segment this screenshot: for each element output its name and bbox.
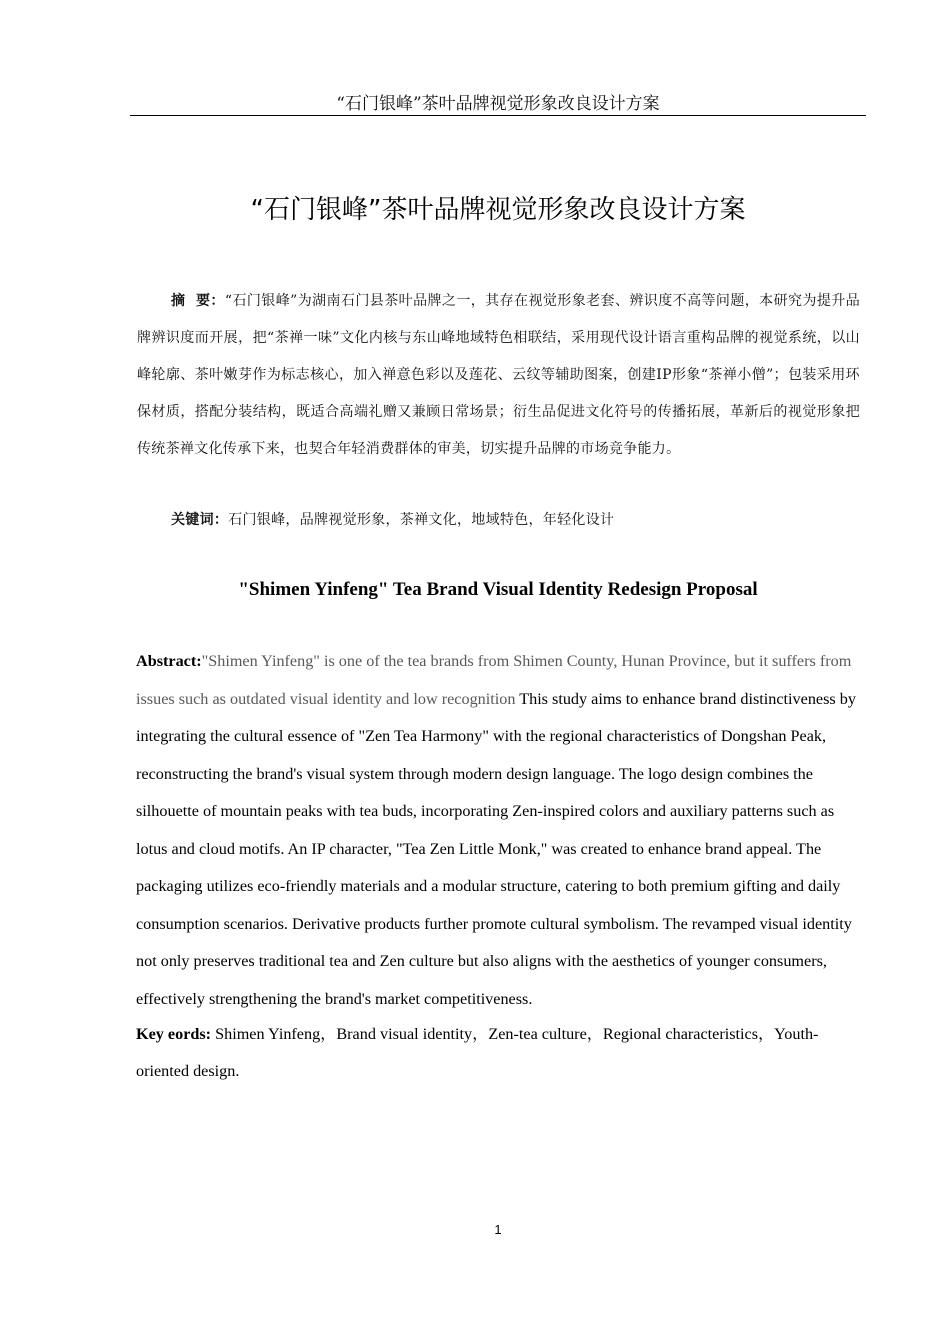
english-keywords [136,1016,860,1090]
english-abstract-text: This study aims to enhance brand distinctiveness by integrating the cultural essence of "Zen Tea Harmony" with the regional characteristics of Dongshan Peak, reconstructing the brand's visual system through modern design language. The logo design combines the silhouette of mountain peaks with tea buds, incorporating Zen-inspired colors and auxiliary patterns such as lotus and cloud motifs. An IP character, "Tea Zen Little Monk," was created to enhance brand appeal. The packaging utilizes eco-friendly materials and a modular structure, catering to both premium gifting and daily consumption scenarios. Derivative products further promote cultural symbolism. The revamped visual identity not only preserves traditional tea and Zen culture but also aligns with the aesthetics of younger consumers, effectively strengthening the brand's market competitiveness. [136,689,856,1008]
english-title: "Shimen Yinfeng" Tea Brand Visual Identity Redesign Proposal [238,579,758,600]
header-rule [130,115,866,116]
page-number: 1 [494,1222,502,1237]
english-abstract [136,643,860,1018]
chinese-abstract [137,283,860,468]
chinese-keywords-label: 关键词： [171,512,229,528]
running-header: “石门银峰”茶叶品牌视觉形象改良设计方案 [336,94,660,114]
english-keywords-label: Key eords: [136,1025,212,1043]
english-abstract-gray-text: "Shimen Yinfeng" is one of the tea brands from Shimen County, Hunan Province, but it suffers from issues such as outdated visual identity and low recognition [136,652,852,708]
chinese-keywords-text: 石门银峰，品牌视觉形象，茶禅文化，地域特色，年轻化设计 [228,512,615,528]
english-keywords-text: Shimen Yinfeng，Brand visual identity，Zen-tea culture，Regional characteristics，Youth-oriented design. [136,1025,819,1080]
chinese-abstract-text: “石门银峰”为湖南石门县茶叶品牌之一，其存在视觉形象老套、辨识度不高等问题，本研究为提升品牌辨识度而开展，把“茶禅一味”文化内核与东山峰地域特色相联结，采用现代设计语言重构品牌的视觉系统，以山峰轮廓、茶叶嫩芽作为标志核心，加入禅意色彩以及莲花、云纹等辅助图案，创建IP形象“茶禅小僧”；包装采用环保材质，搭配分装结构，既适合高端礼赠又兼顾日常场景；衍生品促进文化符号的传播拓展，革新后的视觉形象把传统茶禅文化传承下来，也契合年轻消费群体的审美，切实提升品牌的市场竞争能力。 [137,293,861,457]
chinese-title: “石门银峰”茶叶品牌视觉形象改良设计方案 [250,195,746,225]
chinese-abstract-label: 摘 要： [171,293,225,309]
chinese-keywords [137,506,860,534]
english-abstract-label: Abstract: [136,652,202,670]
